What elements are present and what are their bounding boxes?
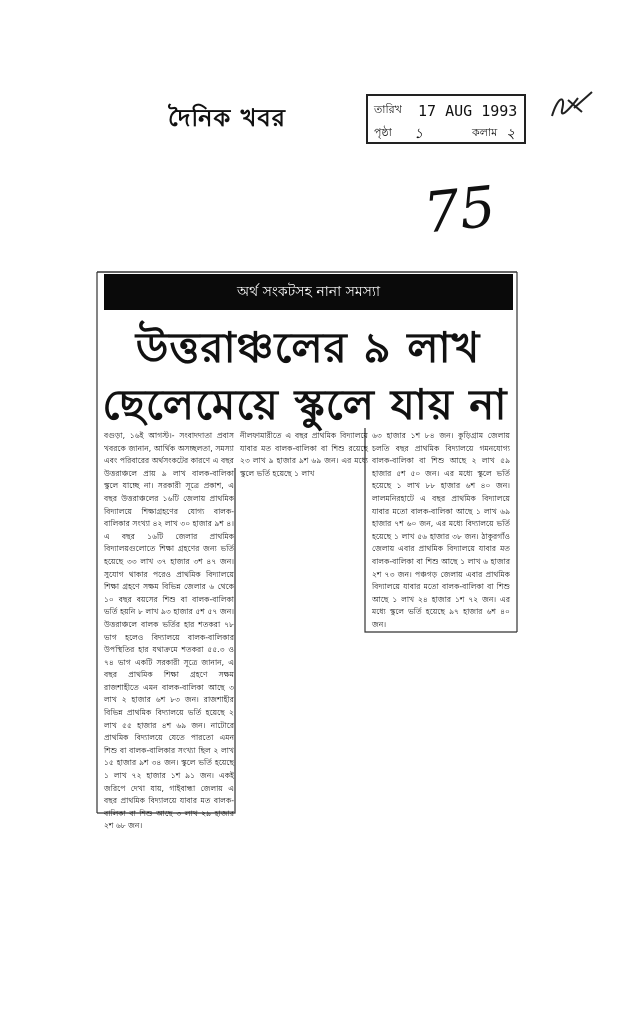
column-value: ২ (506, 126, 516, 142)
article-column-1: বগুড়া, ১৬ই আগস্ট।- সংবাদদাতা প্রবাস খবরকে জানান, আর্থিক অসচ্ছলতা, সমস্যা এবং পরিবারের অর্থসংকটের কারণে এ বছর উত্তরাঞ্চলে প্রায় ৯ লাখ বালক-বালিকা স্কুলে যাচ্ছে না। সরকারী সূত্রে প্রকাশ, এ বছর উত্তরাঞ্চলের ১৬টি জেলায় প্রাথমিক বিদ্যালয়ে শিক্ষাগ্রহণের যোগ্য বালক-বালিকার সংখ্যা ৪২ লাখ ৩০ হাজার ৯শ ৪। এ বছর ১৬টি জেলার প্রাথমিক বিদ্যালয়গুলোতে শিক্ষা গ্রহণের জন্য ভর্তি হয়েছে ৩৩ লাখ ৩৭ হাজার ৩শ ৪৭ জন। সুযোগ থাকার পরেও প্রাথমিক বিদ্যালয়ে শিক্ষা গ্রহণে সক্ষম বিভিন্ন জেলার ৬ থেকে ১০ বছর বয়সের শিশু বা বালক-বালিকা ভর্তি হয়নি ৮ লাখ ৯৩ হাজার ৫শ ৫৭ জন। উত্তরাঞ্চলে বালক ভর্তির হার শতকরা ৭৮ ভাগ হলেও বিদ্যালয়ে বালক-বালিকার উপস্থিতির হার যথাক্রমে শতকরা ৫৫.৩ ও ৭৪ ভাগ একটি সরকারী সূত্রে জানান, এ বছর প্রাথমিক শিক্ষা গ্রহণে সক্ষম রাজশাহীতে এমন বালক-বালিকা আছে ৩ লাখ ২ হাজার ৬শ ৮৩ জন। রাজশাহীর বিভিন্ন প্রাথমিক বিদ্যালয়ে ভর্তি হয়েছে ২ লাখ ৫৫ হাজার ৪শ ৬৯ জন। নাটোরে প্রাথমিক বিদ্যালয়ে যেতে পারতো এমন শিশু বা বালক-বালিকার সংখ্যা ছিল ২ লাখ ১৫ হাজার ৯শ ৩৪ জন। স্কুলে ভর্তি হয়েছে ১ লাখ ৭২ হাজার ১শ ৯১ জন। একই জরিপে দেখা যায়, গাইবান্ধা জেলায় এ বছর প্রাথমিক বিদ্যালয়ে যাবার মত বালক-বালিকা বা শিশু আছে ৩ লাখ ২৯ হাজার ২শ ৬৮ জন। (104, 431, 234, 831)
article-kicker: অর্থ সংকটসহ নানা সমস্যা (104, 274, 513, 310)
newspaper-masthead: দৈনিক খবর (168, 103, 286, 132)
page-label: পৃষ্ঠা (374, 126, 392, 139)
handwritten-page-number: 75 (420, 174, 499, 247)
headline-line-1: উত্তরাঞ্চলের ৯ লাখ (135, 323, 481, 372)
column-label: কলাম (472, 126, 498, 139)
handwritten-signature-mark (548, 86, 598, 126)
headline-line-2: ছেলেমেয়ে স্কুলে যায় না (102, 380, 508, 429)
article-column-2: নীলফামারীতে এ বছর প্রাথমিক বিদ্যালয়ে যাবার মত বালক-বালিকা বা শিশু রয়েছে ২৩ লাখ ৯ হাজার ৯শ ৬৯ জন। এর মধ্যে স্কুলে ভর্তি হয়েছে ১ লাখ (240, 431, 368, 478)
date-stamp (366, 94, 526, 144)
page-value: ১ (414, 126, 424, 142)
date-label: তারিখ (374, 103, 402, 116)
article-column-3: ৬৩ হাজার ১শ ৮৪ জন। কুড়িগ্রাম জেলায় চলতি বছর প্রাথমিক বিদ্যালয়ে গমনযোগ্য বালক-বালিকা বা শিশু আছে ২ লাখ ৫৯ হাজার ৫শ ৫০ জন। এর মধ্যে স্কুলে ভর্তি হয়েছে ১ লাখ ৮৮ হাজার ৬শ ৪০ জন। লালমনিরহাটে এ বছর প্রাথমিক বিদ্যালয়ে যাবার মতো বালক-বালিকা আছে ১ লাখ ৬৯ হাজার ৭শ ৬০ জন, এর মধ্যে বিদ্যালয়ে ভর্তি হয়েছে ১ লাখ ৫৬ হাজার ৩৮ জন। ঠাকুরগাঁও জেলায় এবার প্রাথমিক বিদ্যালয়ে যাবার মত বালক-বালিকা বা শিশু আছে ১ লাখ ৬ হাজার ২শ ৭৩ জন। পঞ্চগড় জেলায় এবার প্রাথমিক বিদ্যালয়ে যাবার মতো বালক-বালিকা বা শিশু আছে ১ লাখ ২৪ হাজার ১শ ৭২ জন। এর মধ্যে স্কুলে ভর্তি হয়েছে ৯৭ হাজার ৬শ ৪০ জন। (372, 431, 510, 629)
stamp-date: 17 AUG 1993 (418, 102, 518, 120)
